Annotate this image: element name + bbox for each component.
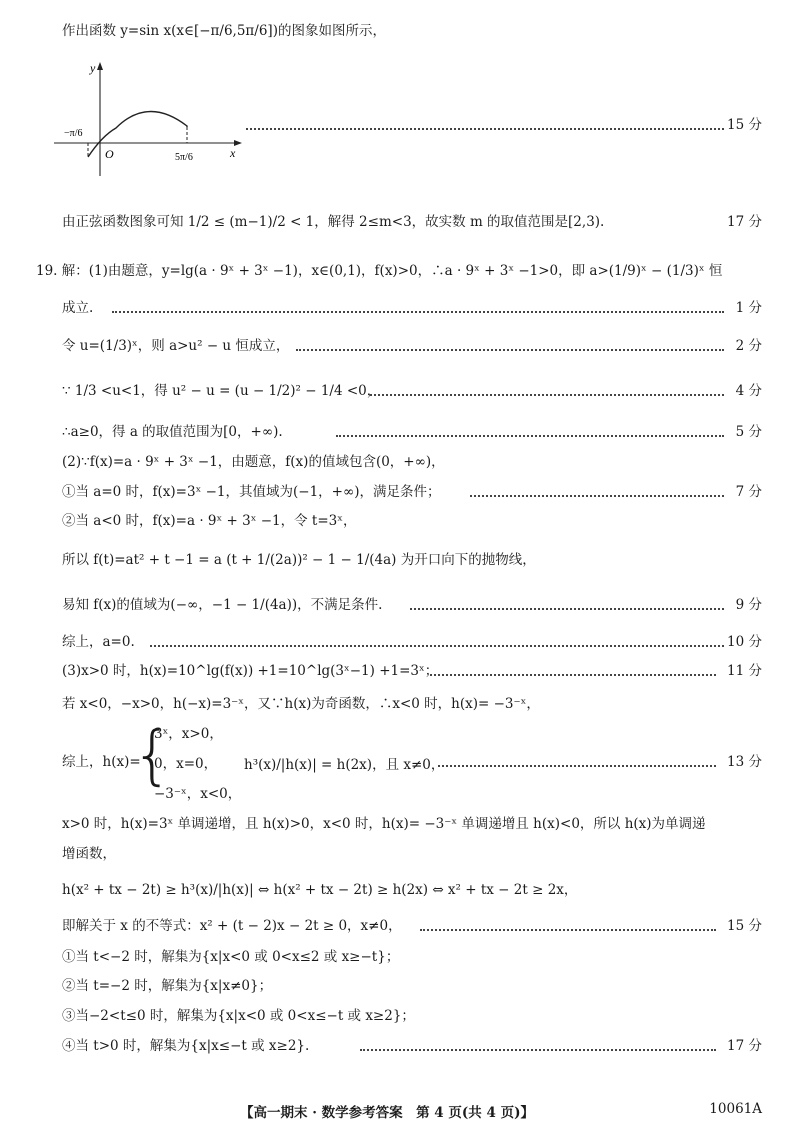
line-1: 作出函数 y=sin x(x∈[−π/6,5π/6])的图象如图所示， (62, 23, 386, 39)
line-7: ∵ 1/3 <u<1，得 u² − u = (u − 1/2)² − 1/4 <0， 4 分 (62, 383, 762, 399)
line-23: ②当 t=−2 时，解集为{x|x≠0}； (62, 978, 273, 994)
line-6: 令 u=(1/3)ˣ，则 a>u² − u 恒成立， 2 分 (62, 338, 762, 354)
line-12: 所以 f(t)=at² + t −1 = a (t + 1/(2a))² − 1 − 1/(4a) 为开口向下的抛物线， (62, 552, 536, 568)
footer-title: 【高一期末 · 数学参考答案 第 4 页(共 4 页)】 (240, 1105, 534, 1121)
footer-code: 10061A (709, 1101, 762, 1117)
origin-label: O (105, 147, 114, 161)
line-15: (3)x>0 时，h(x)=10^lg(f(x)) +1=10^lg(3ˣ−1) +1=3ˣ； 11 分 (62, 663, 762, 679)
line-13: 易知 f(x)的值域为(−∞，−1 − 1/(4a))，不满足条件. 9 分 (62, 597, 762, 613)
line-10: ①当 a=0 时，f(x)=3ˣ −1，其值域为(−1，+∞)，满足条件； 7 分 (62, 484, 762, 500)
line-9: (2)∵f(x)=a · 9ˣ + 3ˣ −1，由题意，f(x)的值域包含(0，+∞)， (62, 454, 445, 470)
left-tick-label: −π/6 (64, 128, 83, 139)
line-20: h(x² + tx − 2t) ≥ h³(x)/|h(x)| ⇔ h(x² + tx − 2t) ≥ h(2x) ⇔ x² + tx − 2t ≥ 2x， (62, 882, 578, 898)
line-14: 综上，a=0. 10 分 (62, 634, 762, 650)
line-4: 19. 解：(1)由题意，y=lg(a · 9ˣ + 3ˣ −1)，x∈(0,1)，f(x)>0，∴a · 9ˣ + 3ˣ −1>0，即 a>(1/9)ˣ − (1/3)ˣ 恒 (36, 263, 723, 279)
line-8: ∴a≥0，得 a 的取值范围为[0，+∞). 5 分 (62, 424, 762, 440)
line-16: 若 x<0，−x>0，h(−x)=3⁻ˣ，又∵h(x)为奇函数，∴x<0 时，h(x)= −3⁻ˣ， (62, 696, 540, 712)
line-25: ④当 t>0 时，解集为{x|x≤−t 或 x≥2}. 17 分 (62, 1038, 762, 1054)
piecewise-condition: h³(x)/|h(x)| = h(2x)，且 x≠0， (244, 757, 445, 773)
piecewise-case-1: 3ˣ，x>0， (154, 726, 223, 742)
y-axis-arrow (97, 62, 103, 70)
piecewise-brace: { (132, 719, 173, 793)
line-11: ②当 a<0 时，f(x)=a · 9ˣ + 3ˣ −1，令 t=3ˣ， (62, 513, 357, 529)
line-17: 综上，h(x)= 13 分 (62, 754, 762, 770)
line-5: 成立. 1 分 (62, 300, 762, 316)
line-19: 增函数， (62, 846, 116, 862)
piecewise-case-2: 0，x=0， (154, 756, 218, 772)
line-21: 即解关于 x 的不等式：x² + (t − 2)x − 2t ≥ 0，x≠0， 15 分 (62, 918, 762, 934)
y-axis-label: y (90, 61, 96, 75)
line-24: ③当−2<t≤0 时，解集为{x|x<0 或 0<x≤−t 或 x≥2}； (62, 1008, 415, 1024)
line-18: x>0 时，h(x)=3ˣ 单调递增，且 h(x)>0，x<0 时，h(x)= −3⁻ˣ 单调递增且 h(x)<0，所以 h(x)为单调递 (62, 816, 706, 832)
piecewise-case-3: −3⁻ˣ，x<0， (154, 786, 242, 802)
right-tick-label: 5π/6 (175, 152, 193, 163)
line-3: 由正弦函数图象可知 1/2 ≤ (m−1)/2 < 1，解得 2≤m<3，故实数 m 的取值范围是[2,3). 17 分 (62, 214, 762, 230)
x-axis-label: x (230, 146, 236, 160)
line-2: 15 分 (0, 111, 800, 139)
line-22: ①当 t<−2 时，解集为{x|x<0 或 0<x≤2 或 x≥−t}； (62, 949, 400, 965)
